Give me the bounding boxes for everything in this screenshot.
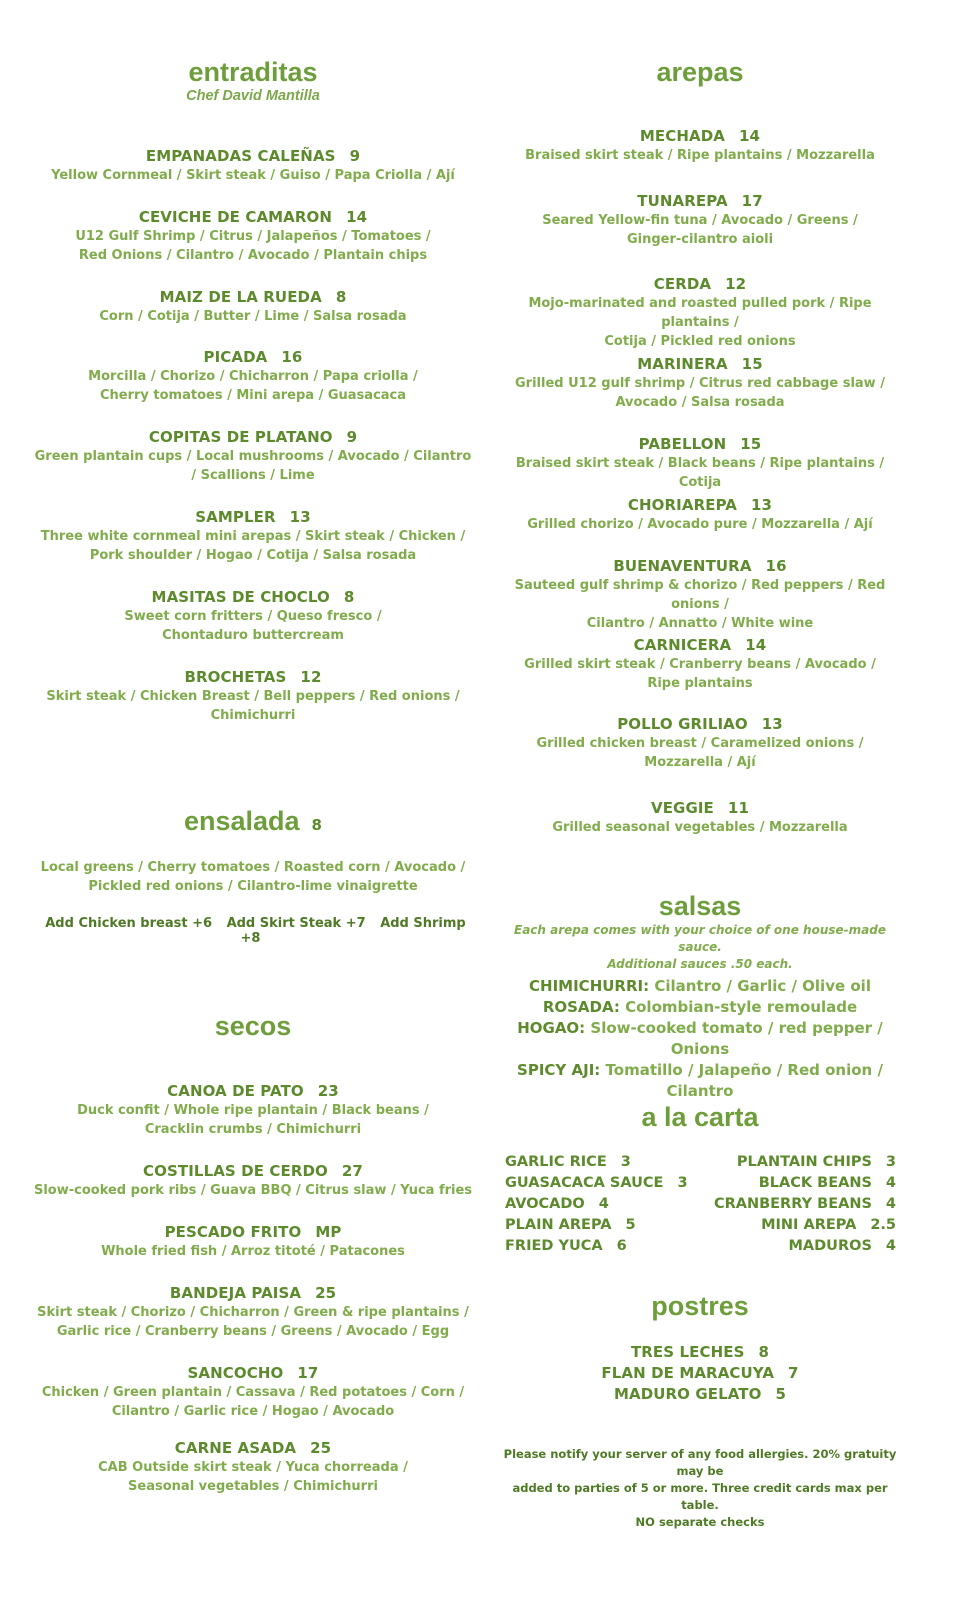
salsas-note-line: Additional sauces .50 each. [607, 957, 793, 971]
item-name: MADUROS [788, 1238, 872, 1254]
item-name: PABELLON [638, 435, 727, 453]
item-desc: Yellow Cornmeal / Skirt steak / Guiso / Papa Criolla / Ají [51, 168, 455, 183]
side-item [700, 1236, 896, 1257]
item-desc: Red Onions / Cilantro / Avocado / Plantain chips [78, 248, 428, 263]
entraditas-header [28, 56, 478, 104]
side-item [505, 1236, 705, 1257]
item-name: FRIED YUCA [505, 1238, 603, 1254]
item-name: BROCHETAS [184, 668, 287, 686]
item-price: 14 [745, 636, 767, 654]
item-desc: Corn / Cotija / Butter / Lime / Salsa rosada [99, 309, 407, 324]
item-price: 15 [741, 355, 763, 373]
item-desc: Seared Yellow-fin tuna / Avocado / Greens / [542, 213, 858, 228]
menu-item [500, 354, 900, 412]
salsa-item [500, 1018, 900, 1060]
item-name: MAIZ DE LA RUEDA [159, 288, 322, 306]
item-price: 17 [297, 1364, 319, 1382]
item-price: 13 [289, 508, 311, 526]
item-desc: Cracklin crumbs / Chimichurri [144, 1122, 362, 1137]
salsas-header [500, 890, 900, 922]
menu-item [28, 1363, 478, 1421]
item-name: TUNAREPA [637, 192, 728, 210]
item-desc: Cherry tomatoes / Mini arepa / Guasacaca [99, 388, 407, 403]
menu-item [28, 587, 478, 645]
item-name: CEVICHE DE CAMARON [138, 208, 333, 226]
item-name: MINI AREPA [761, 1217, 857, 1233]
item-price: 25 [315, 1284, 337, 1302]
section-title-arepas: arepas [656, 57, 744, 87]
salsa-item [500, 1060, 900, 1102]
item-price: 12 [725, 275, 747, 293]
item-desc: Ripe plantains [647, 676, 753, 691]
left-column [28, 0, 478, 1600]
ensalada-addons [28, 916, 478, 946]
notice-line: Please notify your server of any food allergies. 20% gratuity may be [503, 1447, 897, 1478]
menu-item [28, 1283, 478, 1341]
item-price: 6 [616, 1238, 627, 1254]
arepas-header [500, 56, 900, 88]
item-desc: Ginger-cilantro aioli [626, 232, 774, 247]
item-price: 9 [349, 147, 361, 165]
item-name: COSTILLAS DE CERDO [143, 1162, 328, 1180]
item-price: MP [315, 1223, 342, 1241]
menu-item [28, 287, 478, 326]
side-item [505, 1152, 705, 1173]
salsas-list [500, 976, 900, 1102]
item-price: 5 [775, 1385, 787, 1403]
item-desc: Braised skirt steak / Ripe plantains / Mozzarella [525, 148, 875, 163]
salsa-name: HOGAO: [517, 1019, 586, 1037]
item-price: 5 [625, 1217, 636, 1233]
addon-steak: Add Skirt Steak +7 [226, 916, 366, 931]
item-desc: Avocado / Salsa rosada [615, 395, 785, 410]
item-desc: Grilled U12 gulf shrimp / Citrus red cabbage slaw / [515, 376, 885, 391]
item-desc: Sweet corn fritters / Queso fresco / [124, 609, 382, 624]
item-desc: CAB Outside skirt steak / Yuca chorreada / [98, 1460, 408, 1475]
allergy-notice [500, 1446, 900, 1531]
item-price: 8 [343, 588, 355, 606]
salsa-desc: Tomatillo / Jalapeño / Red onion / Cilantro [605, 1061, 883, 1100]
menu-item [500, 556, 900, 633]
section-title-secos: secos [214, 1011, 292, 1041]
item-price: 9 [346, 428, 358, 446]
item-price: 13 [751, 496, 773, 514]
salsa-name: ROSADA: [542, 998, 620, 1016]
salsas-note [500, 922, 900, 973]
a-la-carta-header [500, 1101, 900, 1133]
item-price: 8 [335, 288, 347, 306]
item-desc: Cotija / Pickled red onions [604, 334, 796, 349]
item-name: VEGGIE [651, 799, 714, 817]
item-price: 2.5 [870, 1217, 896, 1233]
item-desc: Cilantro / Garlic rice / Hogao / Avocado [111, 1404, 395, 1419]
section-title-a-la-carta: a la carta [641, 1102, 759, 1132]
item-name: FLAN DE MARACUYA [601, 1364, 775, 1382]
item-price: 3 [885, 1154, 896, 1170]
item-price: 12 [300, 668, 322, 686]
item-desc: Skirt steak / Chicken Breast / Bell peppers / Red onions / [46, 689, 460, 704]
side-item [505, 1194, 705, 1215]
dessert-item [500, 1384, 900, 1404]
menu-item [500, 434, 900, 492]
item-price: 8 [758, 1343, 770, 1361]
item-desc: Three white cornmeal mini arepas / Skirt steak / Chicken / [40, 529, 466, 544]
menu-item [28, 427, 478, 485]
menu-item [500, 126, 900, 165]
section-title-postres: postres [651, 1291, 749, 1321]
item-desc: Skirt steak / Chorizo / Chicharron / Green & ripe plantains / [37, 1305, 469, 1320]
item-desc: Pickled red onions / Cilantro-lime vinaigrette [88, 879, 418, 894]
item-name: MECHADA [639, 127, 726, 145]
item-price: 23 [317, 1082, 339, 1100]
side-item [505, 1215, 705, 1236]
salsa-item [500, 976, 900, 997]
side-item [700, 1173, 896, 1194]
menu-item [500, 798, 900, 837]
menu-item [28, 207, 478, 265]
item-name: AVOCADO [505, 1196, 585, 1212]
item-desc: Duck confit / Whole ripe plantain / Black beans / [77, 1103, 429, 1118]
item-name: SAMPLER [195, 508, 276, 526]
menu-item [500, 495, 900, 534]
item-name: CERDA [653, 275, 712, 293]
item-name: BANDEJA PAISA [169, 1284, 302, 1302]
section-title-ensalada: ensalada [183, 806, 300, 836]
item-desc: Cilantro / Annatto / White wine [586, 616, 814, 631]
item-desc: Local greens / Cherry tomatoes / Roasted corn / Avocado / [40, 860, 466, 875]
item-desc: Chontaduro buttercream [162, 628, 344, 643]
item-price: 4 [598, 1196, 609, 1212]
item-price: 11 [727, 799, 749, 817]
item-price: 7 [788, 1364, 799, 1382]
item-desc: U12 Gulf Shrimp / Citrus / Jalapeños / Tomatoes / [75, 229, 431, 244]
item-desc: Whole fried fish / Arroz titoté / Patacones [101, 1244, 405, 1259]
item-name: CANOA DE PATO [167, 1082, 304, 1100]
item-name: COPITAS DE PLATANO [148, 428, 333, 446]
item-desc: Garlic rice / Cranberry beans / Greens / Avocado / Egg [56, 1324, 450, 1339]
item-name: MADURO GELATO [613, 1385, 762, 1403]
item-name: PLAIN AREPA [505, 1217, 612, 1233]
item-desc: Mozzarella / Ají [644, 755, 756, 770]
menu-item [500, 635, 900, 693]
item-price: 3 [620, 1154, 631, 1170]
item-desc: Grilled skirt steak / Cranberry beans / Avocado / [524, 657, 876, 672]
item-name: POLLO GRILIAO [617, 715, 748, 733]
salsa-name: SPICY AJI: [517, 1061, 601, 1079]
item-price: 16 [281, 348, 303, 366]
item-desc: / Scallions / Lime [191, 468, 315, 483]
item-desc: Grilled seasonal vegetables / Mozzarella [552, 820, 848, 835]
item-price: 4 [885, 1238, 896, 1254]
item-desc: Seasonal vegetables / Chimichurri [128, 1479, 378, 1494]
item-price: 4 [885, 1175, 896, 1191]
chef-name: Chef David Mantilla [186, 88, 320, 104]
item-name: CARNICERA [633, 636, 732, 654]
menu-item [500, 714, 900, 772]
notice-line: NO separate checks [635, 1515, 765, 1529]
dessert-item [500, 1342, 900, 1362]
menu-item [28, 347, 478, 405]
item-price: 27 [341, 1162, 363, 1180]
item-price: 3 [677, 1175, 688, 1191]
item-name: SANCOCHO [187, 1364, 284, 1382]
item-price: 25 [310, 1439, 332, 1457]
item-name: EMPANADAS CALEÑAS [145, 147, 336, 165]
item-desc: Green plantain cups / Local mushrooms / Avocado / Cilantro [34, 449, 472, 464]
side-item [700, 1215, 896, 1236]
item-price: 17 [741, 192, 763, 210]
item-price: 16 [765, 557, 787, 575]
addon-shrimp: Add Shrimp +8 [240, 916, 466, 946]
ensalada-desc [28, 858, 478, 896]
section-title-entraditas: entraditas [188, 57, 318, 87]
menu-item [28, 1222, 478, 1261]
menu-item [28, 1438, 478, 1496]
dessert-item [500, 1363, 900, 1383]
item-name: BUENAVENTURA [613, 557, 752, 575]
item-desc: Slow-cooked pork ribs / Guava BBQ / Citrus slaw / Yuca fries [33, 1183, 473, 1198]
menu-item [28, 507, 478, 565]
item-name: CRANBERRY BEANS [713, 1196, 872, 1212]
section-title-salsas: salsas [658, 891, 742, 921]
notice-line: added to parties of 5 or more. Three credit cards max per table. [512, 1481, 888, 1512]
menu-item [500, 191, 900, 249]
item-name: PLANTAIN CHIPS [736, 1154, 872, 1170]
secos-header [28, 1010, 478, 1042]
item-desc: Pork shoulder / Hogao / Cotija / Salsa rosada [89, 548, 417, 563]
item-desc: Mojo-marinated and roasted pulled pork / Ripe plantains / [528, 296, 872, 330]
item-name: CHORIAREPA [627, 496, 737, 514]
item-desc: Morcilla / Chorizo / Chicharron / Papa criolla / [88, 369, 418, 384]
side-item [700, 1152, 896, 1173]
addon-chicken: Add Chicken breast +6 [45, 916, 213, 931]
menu-item [500, 274, 900, 351]
item-desc: Chicken / Green plantain / Cassava / Red potatoes / Corn / [41, 1385, 465, 1400]
salsa-item [500, 997, 900, 1018]
right-column [500, 0, 900, 1600]
item-price: 14 [739, 127, 761, 145]
salsas-note-line: Each arepa comes with your choice of one house-made sauce. [514, 923, 886, 954]
item-name: PESCADO FRITO [164, 1223, 302, 1241]
item-desc: Grilled chicken breast / Caramelized onions / [536, 736, 864, 751]
item-name: TRES LECHES [630, 1343, 745, 1361]
ensalada-header [28, 805, 478, 837]
item-price: 13 [761, 715, 783, 733]
salsa-name: CHIMICHURRI: [529, 977, 650, 995]
item-name: GARLIC RICE [505, 1154, 607, 1170]
item-name: GUASACACA SAUCE [505, 1175, 664, 1191]
item-desc: Chimichurri [210, 708, 296, 723]
menu-item [28, 1161, 478, 1200]
salsa-desc: Colombian-style remoulade [625, 998, 858, 1016]
menu-item [28, 667, 478, 725]
menu-item [28, 1081, 478, 1139]
side-item [700, 1194, 896, 1215]
ensalada-price: 8 [311, 816, 323, 834]
item-desc: Sauteed gulf shrimp & chorizo / Red peppers / Red onions / [514, 578, 886, 612]
item-desc: Grilled chorizo / Avocado pure / Mozzarella / Ají [527, 517, 873, 532]
item-name: CARNE ASADA [174, 1439, 297, 1457]
item-name: BLACK BEANS [758, 1175, 872, 1191]
item-name: PICADA [203, 348, 268, 366]
postres-list [500, 1342, 900, 1404]
salsa-desc: Slow-cooked tomato / red pepper / Onions [590, 1019, 883, 1058]
postres-header [500, 1290, 900, 1322]
item-desc: Braised skirt steak / Black beans / Ripe plantains / Cotija [515, 456, 885, 490]
item-name: MARINERA [637, 355, 728, 373]
side-item [505, 1173, 705, 1194]
item-price: 14 [346, 208, 368, 226]
item-price: 4 [885, 1196, 896, 1212]
salsa-desc: Cilantro / Garlic / Olive oil [654, 977, 871, 995]
menu-item [28, 146, 478, 185]
item-price: 15 [740, 435, 762, 453]
item-name: MASITAS DE CHOCLO [151, 588, 330, 606]
